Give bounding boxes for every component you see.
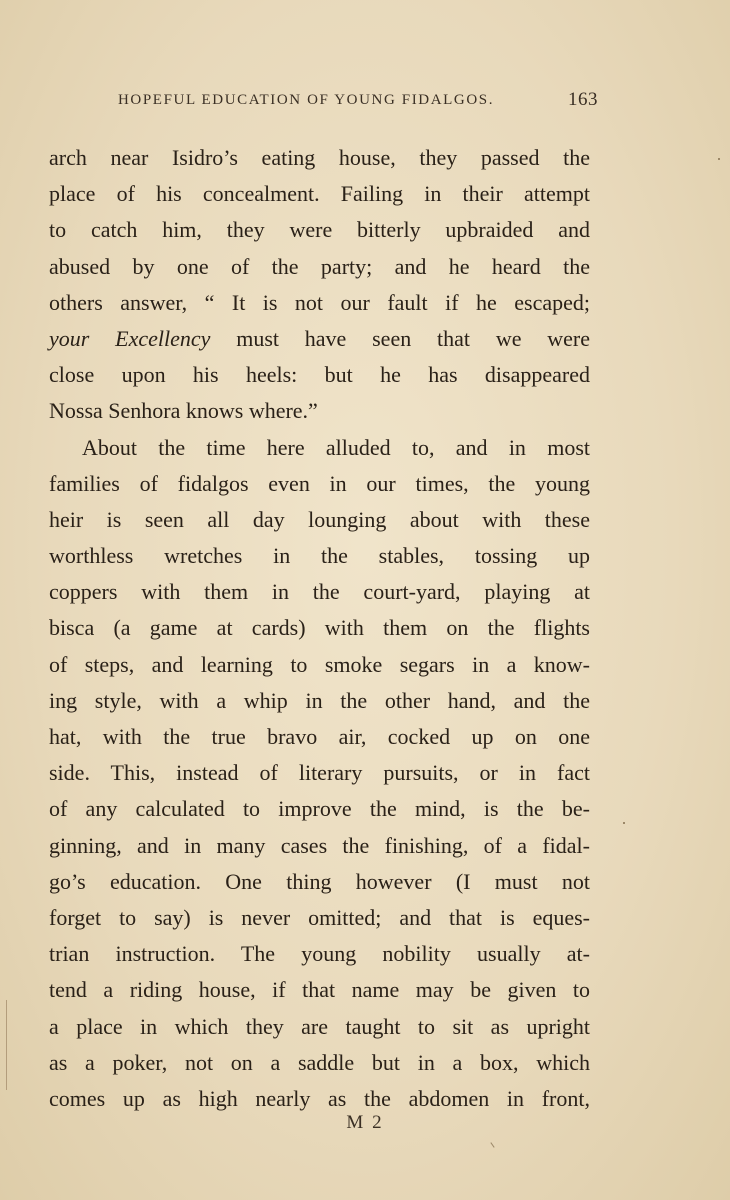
text-line: a place in which they are taught to sit as upright xyxy=(49,1013,590,1039)
text-line: worthless wretches in the stables, tossing up xyxy=(49,543,590,569)
text-line: close upon his heels: but he has disappeared xyxy=(49,362,590,388)
text-line: go’s education. One thing however (I must not xyxy=(49,868,590,894)
text-line: others answer, “ It is not our fault if he escaped; xyxy=(49,289,590,315)
text-line: hat, with the true bravo air, cocked up on one xyxy=(49,724,590,749)
text-line: trian instruction. The young nobility usually at- xyxy=(49,941,590,967)
text-line: side. This, instead of literary pursuits, or in fact xyxy=(49,760,590,786)
text-line: as a poker, not on a saddle but in a box, which xyxy=(49,1049,590,1075)
text-line: heir is seen all day lounging about with these xyxy=(49,506,590,532)
text-line: tend a riding house, if that name may be given to xyxy=(49,977,590,1003)
paper-speck xyxy=(490,1142,494,1147)
signature-mark: M 2 xyxy=(346,1112,384,1133)
text-line: bisca (a game at cards) with them on the flights xyxy=(49,615,590,641)
text-line: to catch him, they were bitterly upbraided and xyxy=(49,217,590,243)
paper-speck xyxy=(718,158,720,160)
text-line: ing style, with a whip in the other hand, and the xyxy=(49,687,590,713)
running-head xyxy=(118,89,598,118)
text-line: coppers with them in the court-yard, playing at xyxy=(49,579,590,605)
running-title: HOPEFUL EDUCATION OF YOUNG FIDALGOS. xyxy=(118,92,495,108)
text-line: forget to say) is never omitted; and that is eques- xyxy=(49,904,590,930)
text-line: arch near Isidro’s eating house, they passed the xyxy=(49,145,590,170)
text-line: ginning, and in many cases the finishing, of a fidal- xyxy=(49,832,590,858)
binding-edge-mark xyxy=(6,1000,7,1090)
text-line-rest: must have seen that we were xyxy=(236,325,591,351)
text-line: Nossa Senhora knows where.” xyxy=(49,398,318,424)
page-number: 163 xyxy=(568,89,598,110)
text-line: families of fidalgos even in our times, the young xyxy=(49,470,590,496)
text-line: place of his concealment. Failing in their attempt xyxy=(49,181,590,207)
text-line: abused by one of the party; and he heard the xyxy=(49,253,590,279)
text-line: comes up as high nearly as the abdomen in front, xyxy=(49,1085,590,1111)
body-text xyxy=(49,140,590,1117)
text-line-with-italic xyxy=(49,321,590,357)
paper-speck xyxy=(623,822,625,824)
paragraph-first-line: About the time here alluded to, and in most xyxy=(82,434,590,460)
text-line: of any calculated to improve the mind, is the be- xyxy=(49,796,590,822)
text-line: of steps, and learning to smoke segars in a know- xyxy=(49,651,590,677)
italic-phrase: your Excellency xyxy=(49,325,211,351)
